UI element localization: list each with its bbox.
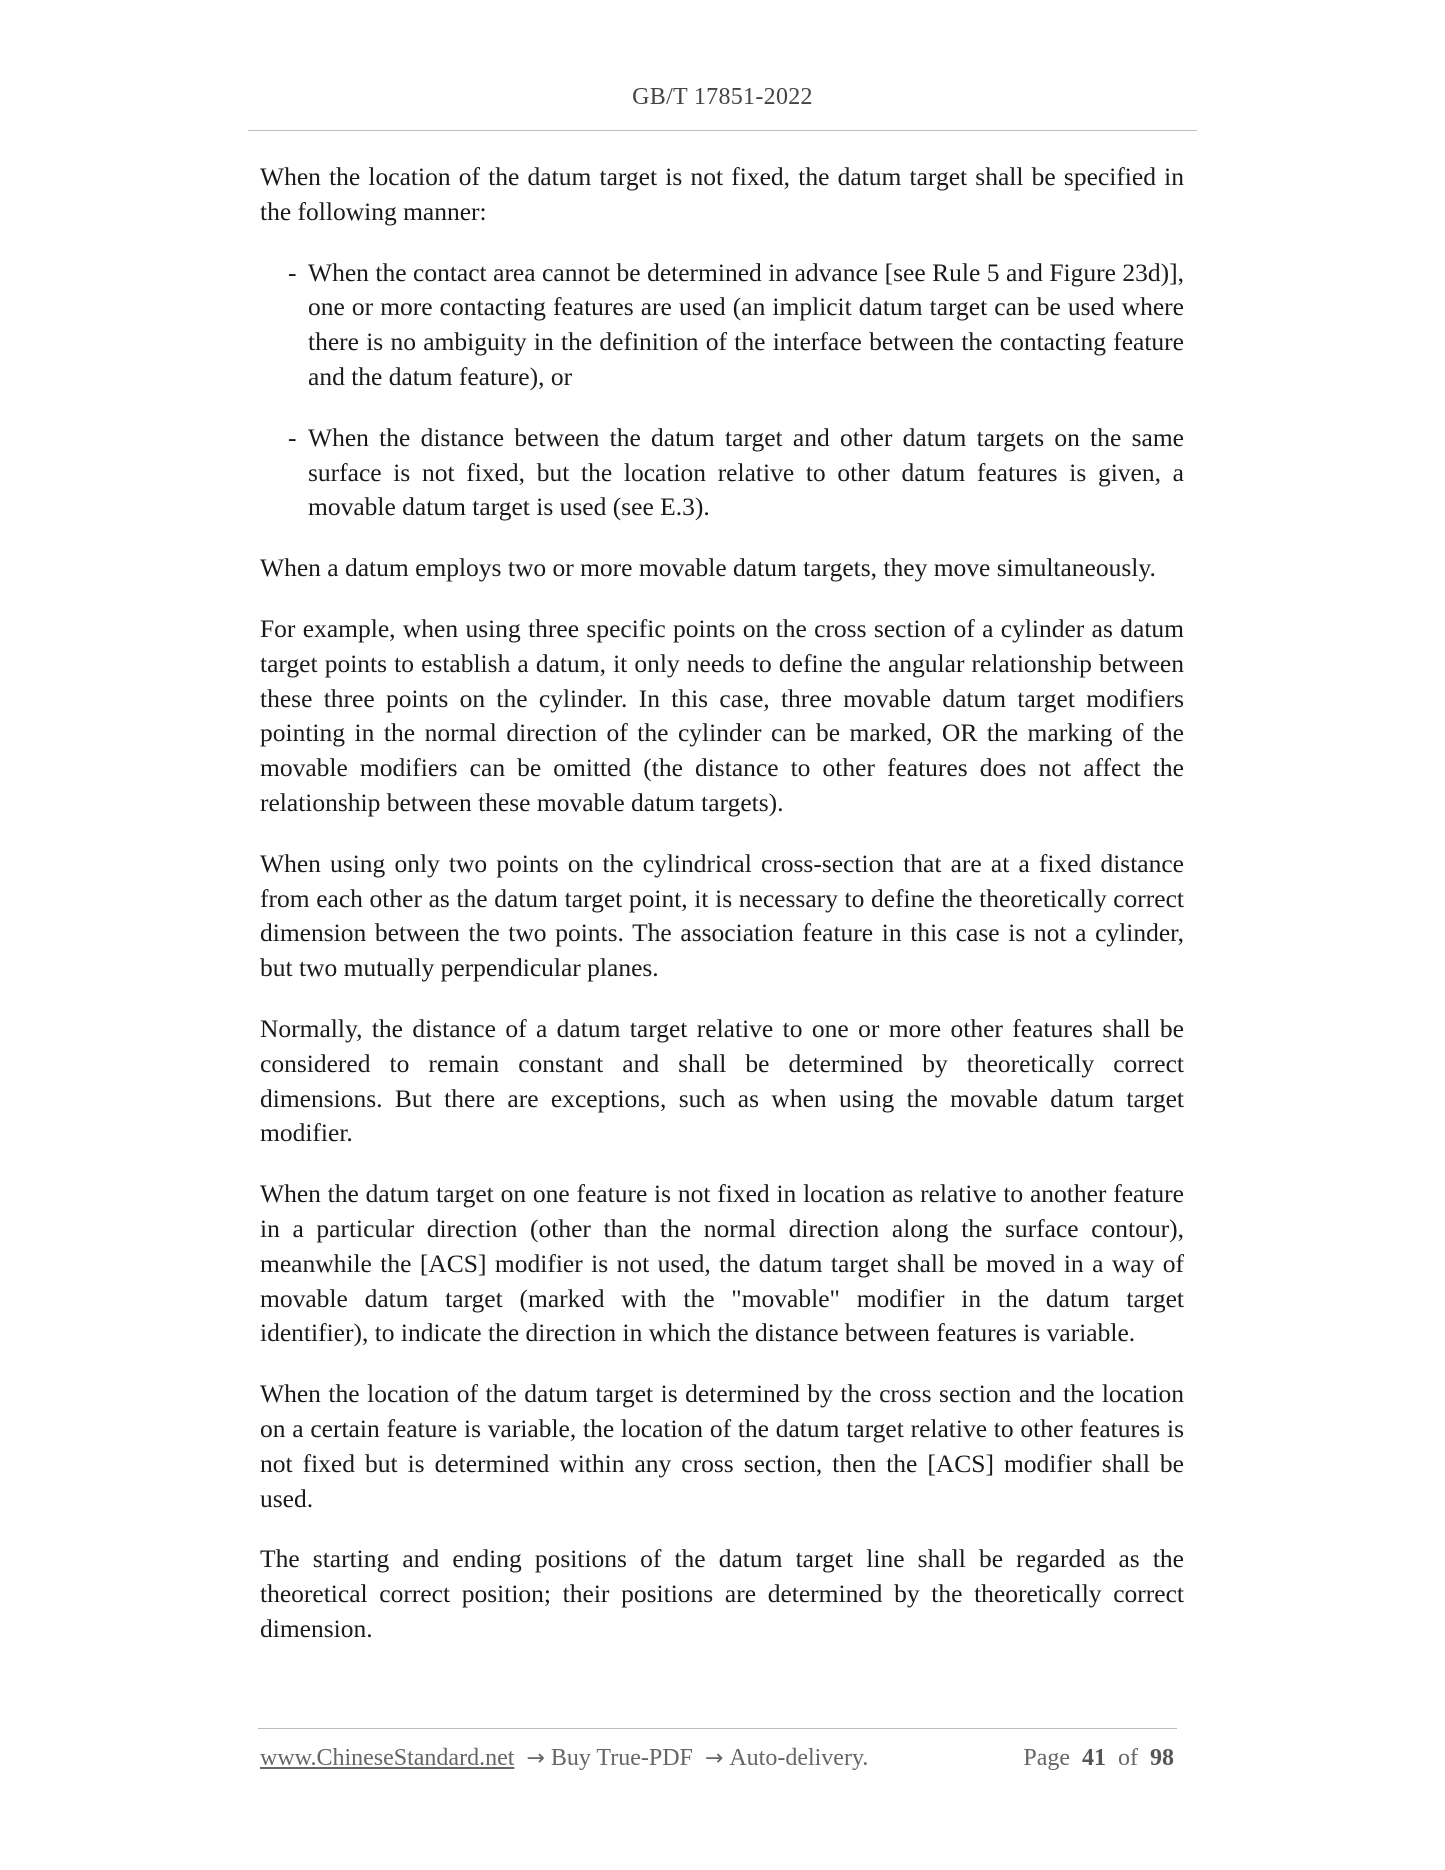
body-paragraph: When a datum employs two or more movable datum targets, they move simultaneously.	[260, 553, 1156, 583]
document-body	[260, 160, 1184, 1673]
specification-list	[260, 256, 1184, 526]
current-page-number: 41	[1082, 1745, 1106, 1771]
footer-divider	[258, 1728, 1177, 1729]
list-item	[288, 421, 1184, 525]
site-link[interactable]: www.ChineseStandard.net	[260, 1745, 515, 1771]
list-item-text: When the contact area cannot be determined in advance [see Rule 5 and Figure 23d)], one or more contacting features are used (an implicit datum target can be used where there is no ambiguity in the definition of the interface between the contacting feature and the datum feature), or	[308, 257, 1184, 391]
of-label: of	[1118, 1745, 1138, 1771]
body-paragraph: When the location of the datum target is determined by the cross section and the location on a certain feature is variable, the location of the datum target relative to other features is not fixed but is determined within any cross section, then the [ACS] modifier shall be used.	[260, 1379, 1184, 1513]
page-indicator	[1020, 1745, 1177, 1772]
page-footer	[260, 1745, 1177, 1772]
document-code-header: GB/T 17851-2022	[632, 84, 813, 110]
body-paragraph: The starting and ending positions of the datum target line shall be regarded as the theoretical correct position; their positions are determined by the theoretically correct dimension.	[260, 1544, 1184, 1643]
list-item	[288, 256, 1184, 395]
dash-bullet: -	[288, 257, 297, 287]
footer-promo	[260, 1745, 868, 1772]
page-label: Page	[1023, 1745, 1070, 1771]
list-item-text: When the distance between the datum target and other datum targets on the same surface is not fixed, but the location relative to other datum features is given, a movable datum target is used (see E.3).	[308, 422, 1184, 522]
body-paragraph: For example, when using three specific points on the cross section of a cylinder as datum target points to establish a datum, it only needs to define the angular relationship between these three points on the cylinder. In this case, three movable datum target modifiers pointing in the normal direction of the cylinder can be marked, OR the marking of the movable modifiers can be omitted (the distance to other features does not affect the relationship between these movable datum targets).	[260, 613, 1184, 817]
intro-paragraph: When the location of the datum target is not fixed, the datum target shall be specified in the following manner:	[260, 162, 1184, 226]
arrow-right-icon: →	[704, 1746, 724, 1771]
body-paragraph: Normally, the distance of a datum target relative to one or more other features shall be considered to remain constant and shall be determined by theoretically correct dimensions. But there are exceptions, such as when using the movable datum target modifier.	[260, 1013, 1184, 1148]
total-pages-number: 98	[1150, 1745, 1174, 1771]
dash-bullet: -	[288, 422, 297, 452]
header-divider	[248, 130, 1197, 131]
body-paragraph: When the datum target on one feature is not fixed in location as relative to another feature in a particular direction (other than the normal direction along the surface contour), meanwhile the [ACS] modifier is not used, the datum target shall be moved in a way of movable datum target (marked with the "movable" modifier in the datum target identifier), to indicate the direction in which the distance between features is variable.	[260, 1179, 1184, 1348]
auto-delivery-text: Auto-delivery.	[729, 1745, 869, 1771]
buy-true-pdf-text: Buy True-PDF	[550, 1745, 693, 1771]
body-paragraph: When using only two points on the cylindrical cross-section that are at a fixed distance from each other as the datum target point, it is necessary to define the theoretically correct dimension between the two points. The association feature in this case is not a cylinder, but two mutually perpendicular planes.	[260, 848, 1184, 983]
arrow-right-icon: →	[526, 1746, 545, 1771]
